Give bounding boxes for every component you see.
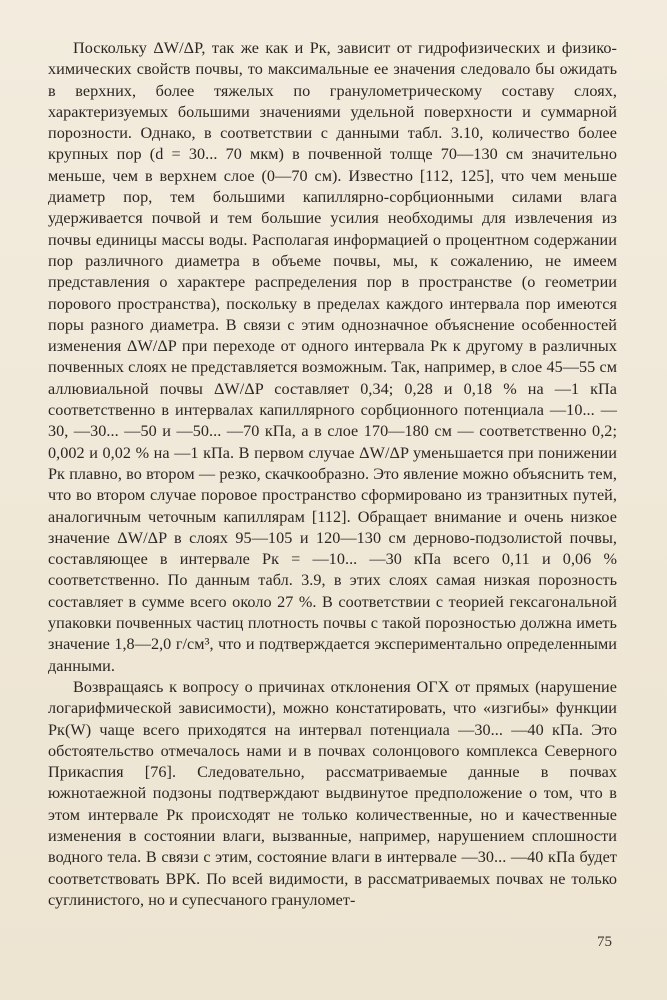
body-text: [48, 38, 617, 911]
paragraph-1: Поскольку ΔW/ΔP, так же как и Pк, зависит от гидрофизических и физико-химических свойств почвы, то максимальные ее значения следовало бы ожидать в верхних, более тяжелых по гранулометрическому составу слоях, характеризуемых большими значениями удельной поверхности и суммарной порозности. Однако, в соответствии с данными табл. 3.10, количество более крупных пор (d = 30... 70 мкм) в почвенной толще 70—130 см значительно меньше, чем в верхнем слое (0—70 см). Известно [112, 125], что чем меньше диаметр пор, тем большими капиллярно-сорбционными силами влага удерживается почвой и тем большие усилия необходимы для извлечения из почвы единицы массы воды. Располагая информацией о процентном содержании пор различного диаметра в объеме почвы, мы, к сожалению, не имеем представления о характере распределения пор в пространстве (о геометрии порового пространства), поскольку в пределах каждого интервала пор имеются поры разного диаметра. В связи с этим однозначное объяснение особенностей изменения ΔW/ΔP при переходе от одного интервала Pк к другому в различных почвенных слоях не представляется возможным. Так, например, в слое 45—55 см аллювиальной почвы ΔW/ΔP составляет 0,34; 0,28 и 0,18 % на —1 кПа соответственно в интервалах капиллярного сорбционного потенциала —10... —30, —30... —50 и —50... —70 кПа, а в слое 170—180 см — соответственно 0,2; 0,002 и 0,02 % на —1 кПа. В первом случае ΔW/ΔP уменьшается при понижении Pк плавно, во втором — резко, скачкообразно. Это явление можно объяснить тем, что во втором случае поровое пространство сформировано из транзитных путей, аналогичным четочным капиллярам [112]. Обращает внимание и очень низкое значение ΔW/ΔP в слоях 95—105 и 120—130 см дерново-подзолистой почвы, составляющее в интервале Pк = —10... —30 кПа всего 0,11 и 0,06 % соответственно. По данным табл. 3.9, в этих слоях самая низкая порозность составляет в сумме всего около 27 %. В соответствии с теорией гексагональной упаковки почвенных частиц плотность почвы с такой порозностью должна иметь значение 1,8—2,0 г/см³, что и подтверждается экспериментально определенными данными.: [48, 39, 617, 675]
page-number: 75: [597, 934, 612, 950]
paragraph-2: Возвращаясь к вопросу о причинах отклонения ОГХ от прямых (нарушение логарифмической зависимости), можно констатировать, что «изгибы» функции Pк(W) чаще всего приходятся на интервал потенциала —30... —40 кПа. Это обстоятельство отмечалось нами и в почвах солонцового комплекса Северного Прикаспия [76]. Следовательно, рассматриваемые данные в почвах южнотаежной подзоны подтверждают выдвинутое предположение о том, что в этом интервале Pк происходят не только количественные, но и качественные изменения в состоянии влаги, вызванные, например, нарушением сплошности водного тела. В связи с этим, состояние влаги в интервале —30... —40 кПа будет соответствовать ВРК. По всей видимости, в рассматриваемых почвах не только суглинистого, но и супесчаного грануломет-: [48, 677, 617, 909]
